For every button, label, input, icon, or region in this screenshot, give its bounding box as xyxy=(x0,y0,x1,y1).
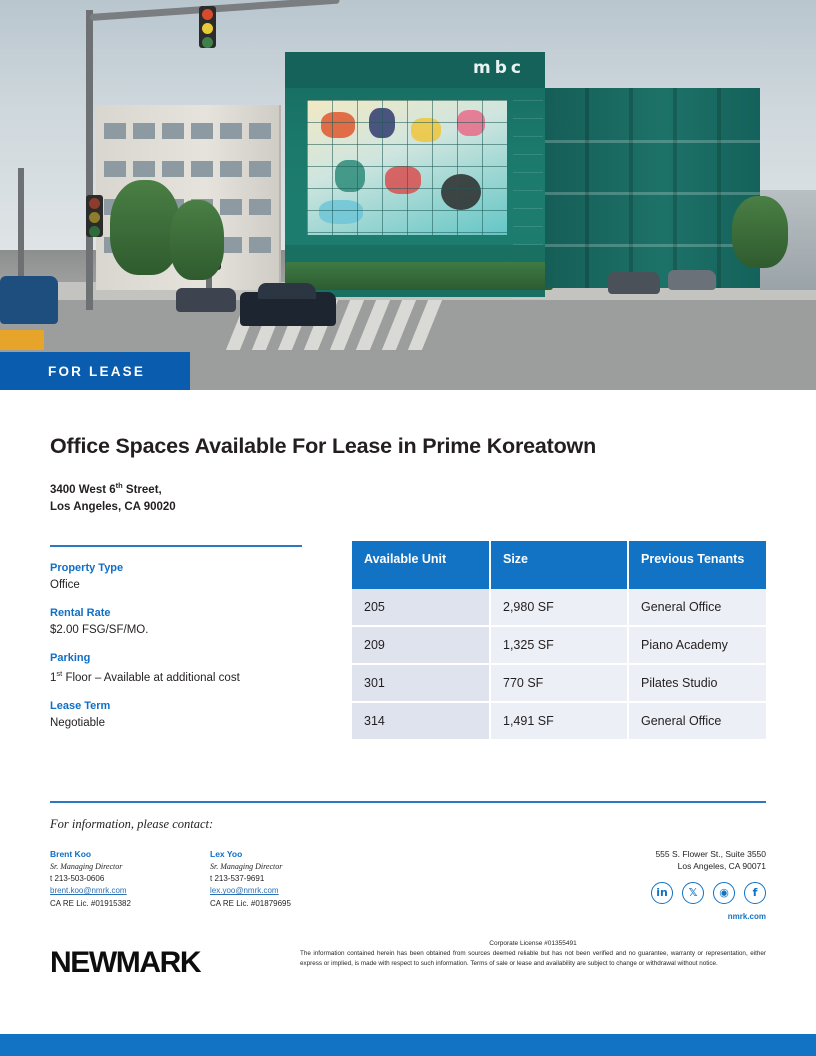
linkedin-icon[interactable]: in xyxy=(651,882,673,904)
disclaimer-text: The information contained herein has been obtained from sources deemed reliable but has not been verified and no guarantee, warranty or representation, either express or implied, is made with respect to such information. Terms of sale or lease and availability are subject to change or withdrawal without notice. xyxy=(300,950,766,967)
corporate-license: Corporate License #01355491 xyxy=(489,940,577,948)
table-row xyxy=(352,626,766,664)
parked-car-roof xyxy=(258,283,316,299)
fact-parking xyxy=(50,652,350,684)
contact-section xyxy=(50,801,766,921)
fact-value: Office xyxy=(50,579,80,592)
property-facts xyxy=(50,541,350,745)
contact-name: Brent Koo xyxy=(50,848,92,859)
fact-value: $2.00 FSG/SF/MO. xyxy=(50,624,149,637)
cell-tenant: Piano Academy xyxy=(628,626,766,664)
cell-tenant: Pilates Studio xyxy=(628,664,766,702)
building-right-wing xyxy=(545,88,760,288)
disclaimer-block xyxy=(290,940,766,968)
hedge-row xyxy=(285,262,553,290)
table-header-row xyxy=(352,541,766,589)
traffic-signal-head-2 xyxy=(86,195,103,237)
social-links xyxy=(651,882,766,904)
contact-phone: t 213-503-0606 xyxy=(50,874,105,884)
tree xyxy=(732,196,788,268)
hero-image xyxy=(0,0,816,390)
address-line-1: 3400 West 6th Street, xyxy=(50,481,162,496)
fact-property-type xyxy=(50,562,350,591)
cell-unit: 301 xyxy=(352,664,490,702)
facebook-icon[interactable]: f xyxy=(744,882,766,904)
fact-label: Property Type xyxy=(50,562,124,575)
contact-license: CA RE Lic. #01915382 xyxy=(50,898,131,908)
building-sign: mbc xyxy=(473,58,525,78)
availability-table xyxy=(352,541,766,741)
contact-card-brent-koo xyxy=(50,848,210,911)
cell-size: 2,980 SF xyxy=(490,589,628,626)
office-address-line-2: Los Angeles, CA 90071 xyxy=(677,861,766,872)
contact-divider xyxy=(50,801,766,803)
table-row xyxy=(352,664,766,702)
contact-role: Sr. Managing Director xyxy=(210,861,283,871)
cell-unit: 205 xyxy=(352,589,490,626)
cell-unit: 314 xyxy=(352,702,490,740)
fact-label: Parking xyxy=(50,652,91,665)
traffic-signal-head xyxy=(199,6,216,48)
contact-list xyxy=(50,848,766,921)
cell-tenant: General Office xyxy=(628,702,766,740)
address-line-2: Los Angeles, CA 90020 xyxy=(50,500,176,513)
contact-role: Sr. Managing Director xyxy=(50,861,123,871)
tree xyxy=(110,180,180,275)
cell-size: 1,325 SF xyxy=(490,626,628,664)
traffic-pole xyxy=(86,10,93,310)
x-twitter-icon[interactable]: 𝕏 xyxy=(682,882,704,904)
subject-building xyxy=(285,52,545,297)
office-address-line-1: 555 S. Flower St., Suite 3550 xyxy=(655,848,766,859)
column-header-previous-tenants: Previous Tenants xyxy=(628,541,766,589)
parked-car-4 xyxy=(668,270,716,290)
page-title: Office Spaces Available For Lease in Prime Koreatown xyxy=(50,434,597,458)
facts-divider xyxy=(50,545,302,547)
office-address xyxy=(655,848,766,874)
fact-value: Negotiable xyxy=(50,717,105,729)
contact-intro: For information, please contact: xyxy=(50,816,214,831)
table-row xyxy=(352,589,766,626)
availability-table-wrap xyxy=(350,541,766,745)
fact-label: Rental Rate xyxy=(50,607,111,620)
bottom-bar xyxy=(0,1034,816,1056)
cell-size: 1,491 SF xyxy=(490,702,628,740)
contact-email[interactable]: lex.yoo@nmrk.com xyxy=(210,886,279,896)
mural-window-mullions xyxy=(307,100,507,235)
fact-rental-rate xyxy=(50,607,350,636)
contact-email[interactable]: brent.koo@nmrk.com xyxy=(50,886,127,896)
cell-tenant: General Office xyxy=(628,589,766,626)
instagram-icon[interactable]: ◉ xyxy=(713,882,735,904)
newmark-logo: NEWMARK xyxy=(50,946,201,980)
fact-value: 1st Floor – Available at additional cost xyxy=(50,669,240,684)
contact-license: CA RE Lic. #01879695 xyxy=(210,898,291,908)
parked-car-3 xyxy=(608,272,660,294)
contact-name: Lex Yoo xyxy=(210,848,243,859)
tree xyxy=(170,200,224,280)
footer xyxy=(50,940,766,980)
document-body xyxy=(0,434,816,980)
bus xyxy=(0,276,58,324)
table-row xyxy=(352,702,766,740)
contact-card-lex-yoo xyxy=(210,848,370,911)
property-address xyxy=(50,481,766,515)
cell-size: 770 SF xyxy=(490,664,628,702)
parked-car-2 xyxy=(176,288,236,312)
contact-phone: t 213-537-9691 xyxy=(210,874,265,884)
column-header-size: Size xyxy=(490,541,628,589)
details-columns xyxy=(50,541,766,745)
website-link[interactable]: nmrk.com xyxy=(727,911,766,921)
fact-label: Lease Term xyxy=(50,700,111,712)
column-header-available-unit: Available Unit xyxy=(352,541,490,589)
yellow-curb xyxy=(0,330,44,350)
fact-lease-term xyxy=(50,700,350,729)
for-lease-banner xyxy=(0,352,190,390)
for-lease-label: FOR LEASE xyxy=(48,363,146,379)
cell-unit: 209 xyxy=(352,626,490,664)
